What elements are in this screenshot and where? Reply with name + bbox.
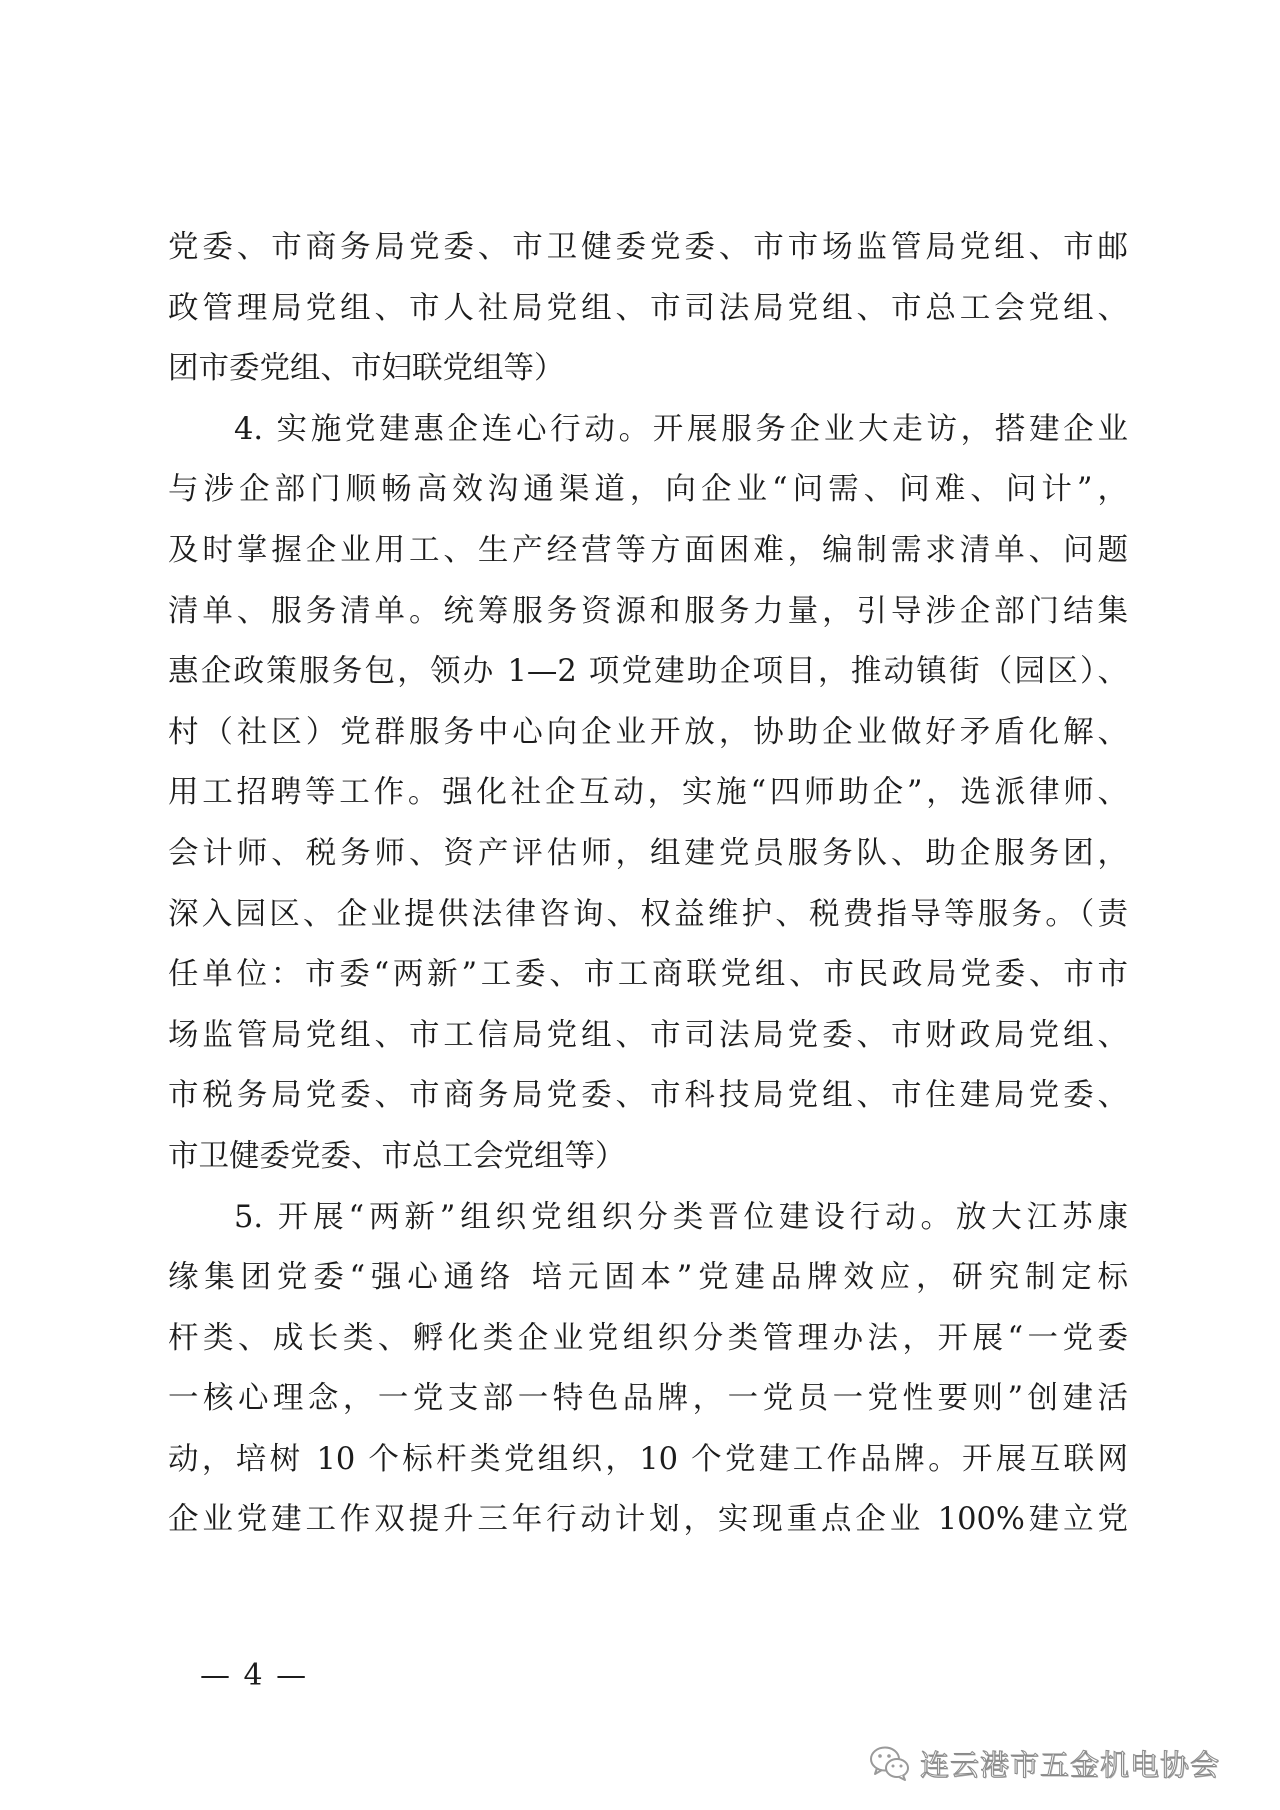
- text-line: 政管理局党组、市人社局党组、市司法局党组、市总工会党组、: [168, 290, 1128, 326]
- text-line: 市卫健委党委、市总工会党组等）: [168, 1138, 626, 1174]
- watermark-text: 连云港市五金机电协会: [920, 1747, 1221, 1782]
- text-line: 及时掌握企业用工、生产经营等方面困难，编制需求清单、问题: [168, 532, 1128, 568]
- text-line: 惠企政策服务包，领办 1—2 项党建助企项目，推动镇街（园区）、: [168, 654, 1128, 690]
- text-line: 深入园区、企业提供法律咨询、权益维护、税费指导等服务。（责: [168, 896, 1128, 932]
- text-line: 清单、服务清单。统筹服务资源和服务力量，引导涉企部门结集: [168, 593, 1128, 629]
- text-line: 市税务局党委、市商务局党委、市科技局党组、市住建局党委、: [168, 1078, 1128, 1114]
- text-line: 场监管局党组、市工信局党组、市司法局党委、市财政局党组、: [168, 1017, 1128, 1053]
- text-line: 会计师、税务师、资产评估师，组建党员服务队、助企服务团，: [168, 835, 1128, 871]
- text-line: 团市委党组、市妇联党组等）: [168, 351, 565, 387]
- paragraph-5-heading-line: 5. 开展“两新”组织党组织分类晋位建设行动。放大江苏康: [234, 1199, 1128, 1235]
- text-line: 杆类、成长类、孵化类企业党组织分类管理办法，开展“一党委: [168, 1320, 1128, 1356]
- text-line: 用工招聘等工作。强化社企互动，实施“四师助企”，选派律师、: [168, 775, 1128, 811]
- text-line: 村（社区）党群服务中心向企业开放，协助企业做好矛盾化解、: [168, 714, 1128, 750]
- text-line: 与涉企部门顺畅高效沟通渠道，向企业“问需、问难、问计”，: [168, 472, 1128, 508]
- page-number: — 4 —: [200, 1658, 309, 1693]
- text-line: 动，培树 10 个标杆类党组织，10 个党建工作品牌。开展互联网: [168, 1441, 1128, 1477]
- text-line: 任单位：市委“两新”工委、市工商联党组、市民政局党委、市市: [168, 957, 1128, 993]
- text-line: 一核心理念，一党支部一特色品牌，一党员一党性要则”创建活: [168, 1381, 1128, 1417]
- text-line: 企业党建工作双提升三年行动计划，实现重点企业 100%建立党: [168, 1502, 1128, 1538]
- paragraph-4-heading-line: 4. 实施党建惠企连心行动。开展服务企业大走访，搭建企业: [234, 411, 1128, 447]
- body-text: [168, 218, 1128, 1551]
- text-line: 党委、市商务局党委、市卫健委党委、市市场监管局党组、市邮: [168, 230, 1128, 265]
- watermark: [868, 1741, 1220, 1785]
- wechat-icon: [868, 1743, 912, 1783]
- text-line: 缘集团党委“强心通络 培元固本”党建品牌效应，研究制定标: [168, 1260, 1128, 1296]
